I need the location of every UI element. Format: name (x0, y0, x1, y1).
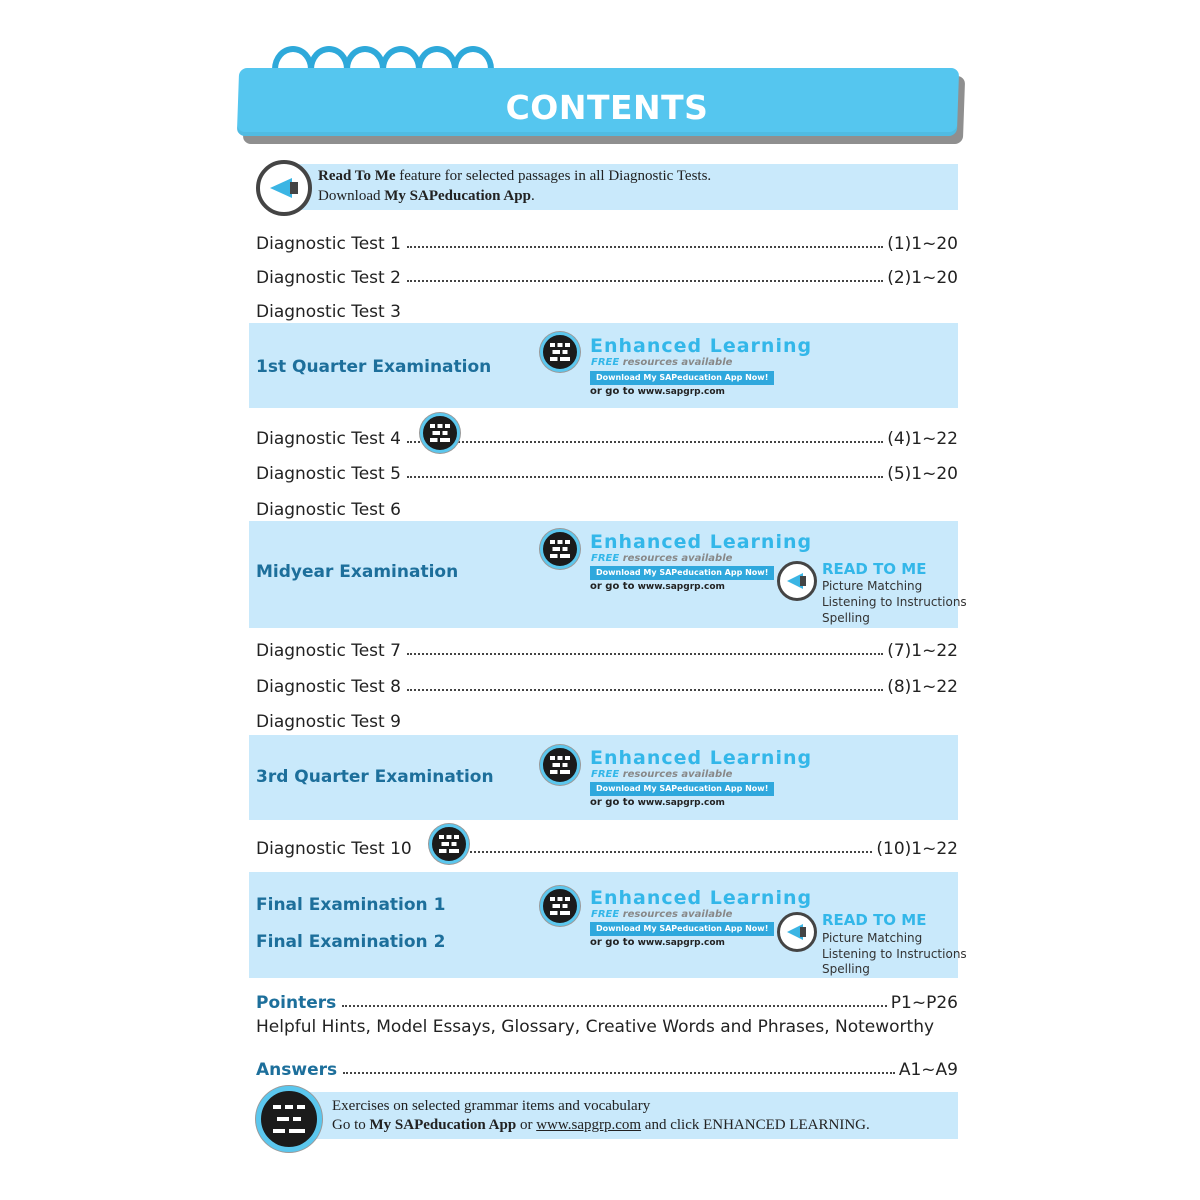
enhanced-learning-title: Enhanced Learning (590, 887, 813, 909)
dot-leader (407, 475, 883, 478)
read-to-me-item: Listening to Instructions (822, 947, 967, 961)
read-to-me-title: READ TO ME (822, 911, 927, 929)
website-link[interactable]: www.sapgrp.com (637, 798, 725, 808)
read-to-me-rest: feature for selected passages in all Diagnostic Tests. (395, 168, 712, 184)
toc-row[interactable] (256, 262, 958, 288)
toc-label: Diagnostic Test 3 (256, 302, 401, 322)
app-name: My SAPeducation App (369, 1117, 517, 1133)
exam-title-final2[interactable]: Final Examination 2 (256, 932, 446, 952)
toc-label: Diagnostic Test 4 (256, 429, 401, 449)
dot-leader (407, 245, 883, 248)
enhanced-learning-icon (540, 529, 580, 569)
read-to-me-bold: Read To Me (318, 168, 396, 184)
enhanced-learning-title: Enhanced Learning (590, 531, 813, 553)
toc-row[interactable] (256, 228, 958, 254)
toc-label: Diagnostic Test 7 (256, 641, 401, 661)
enhanced-free-text: FREE resources available (591, 909, 733, 920)
pointers-row[interactable] (256, 987, 958, 1013)
toc-page: (5)1~20 (887, 464, 958, 484)
download-app-button[interactable]: Download My SAPeducation App Now! (590, 782, 774, 796)
dot-leader (407, 440, 883, 443)
page-title: CONTENTS (505, 88, 709, 127)
answers-label: Answers (256, 1060, 338, 1080)
enhanced-free-text: FREE resources available (591, 553, 733, 564)
read-to-me-item: Spelling (822, 962, 870, 976)
dot-leader (462, 850, 873, 853)
enhanced-learning-icon (429, 824, 469, 864)
read-to-me-item: Spelling (822, 611, 870, 625)
website-link[interactable]: www.sapgrp.com (637, 387, 725, 397)
toc-row[interactable] (256, 423, 958, 449)
dot-leader (342, 1004, 887, 1007)
enhanced-learning-icon (540, 332, 580, 372)
enhanced-learning-icon (540, 886, 580, 926)
read-to-me-note-line2 (318, 188, 535, 205)
download-app-button[interactable]: Download My SAPeducation App Now! (590, 922, 774, 936)
toc-row[interactable] (256, 671, 958, 697)
toc-label: Diagnostic Test 1 (256, 234, 401, 254)
footer-note-line1: Exercises on selected grammar items and vocabulary (332, 1098, 651, 1114)
website-link[interactable]: www.sapgrp.com (536, 1117, 642, 1133)
enhanced-free-text: FREE resources available (591, 769, 733, 780)
toc-page: (10)1~22 (876, 839, 958, 859)
exam-title-final1[interactable]: Final Examination 1 (256, 895, 446, 915)
toc-row[interactable] (256, 296, 958, 322)
period: . (530, 188, 535, 204)
toc-label: Diagnostic Test 9 (256, 712, 401, 732)
toc-page: (7)1~22 (887, 641, 958, 661)
read-to-me-title: READ TO ME (822, 560, 927, 578)
toc-page: (2)1~20 (887, 268, 958, 288)
website-link[interactable]: www.sapgrp.com (637, 938, 725, 948)
exam-title-q3[interactable]: 3rd Quarter Examination (256, 767, 494, 787)
dot-leader (407, 688, 883, 691)
megaphone-icon (777, 561, 817, 601)
toc-label: Diagnostic Test 10 (256, 839, 412, 859)
website-link[interactable]: www.sapgrp.com (637, 582, 725, 592)
toc-page: (4)1~22 (887, 429, 958, 449)
download-app-button[interactable]: Download My SAPeducation App Now! (590, 566, 774, 580)
toc-page: (8)1~22 (887, 677, 958, 697)
toc-row[interactable] (256, 635, 958, 661)
pointers-label: Pointers (256, 993, 337, 1013)
enhanced-learning-icon (256, 1086, 322, 1152)
megaphone-icon (256, 160, 312, 216)
toc-row[interactable] (256, 458, 958, 484)
enhanced-goto: or go to www.sapgrp.com (590, 797, 725, 808)
enhanced-learning-icon (540, 745, 580, 785)
toc-row[interactable] (256, 494, 958, 520)
dot-leader (343, 1071, 895, 1074)
answers-page: A1~A9 (898, 1060, 958, 1080)
pointers-page: P1~P26 (890, 993, 958, 1013)
read-to-me-item: Listening to Instructions (822, 595, 967, 609)
enhanced-learning-title: Enhanced Learning (590, 747, 813, 769)
app-name: My SAPeducation App (384, 188, 531, 204)
enhanced-learning-title: Enhanced Learning (590, 335, 813, 357)
download-app-button[interactable]: Download My SAPeducation App Now! (590, 371, 774, 385)
toc-label: Diagnostic Test 5 (256, 464, 401, 484)
exam-title-q1[interactable]: 1st Quarter Examination (256, 357, 492, 377)
toc-row[interactable] (256, 833, 958, 859)
enhanced-goto: or go to www.sapgrp.com (590, 386, 725, 397)
enhanced-free-text: FREE resources available (591, 357, 733, 368)
enhanced-goto: or go to www.sapgrp.com (590, 581, 725, 592)
toc-label: Diagnostic Test 2 (256, 268, 401, 288)
toc-label: Diagnostic Test 8 (256, 677, 401, 697)
footer-note-line2: Go to My SAPeducation App or www.sapgrp.com and click ENHANCED LEARNING. (332, 1117, 870, 1133)
read-to-me-item: Picture Matching (822, 931, 923, 945)
dot-leader (407, 652, 883, 655)
toc-label: Diagnostic Test 6 (256, 500, 401, 520)
pointers-description: Helpful Hints, Model Essays, Glossary, Creative Words and Phrases, Noteworthy (256, 1017, 935, 1037)
dot-leader (407, 279, 883, 282)
megaphone-icon (777, 912, 817, 952)
toc-page: (1)1~20 (887, 234, 958, 254)
enhanced-learning-icon (420, 413, 460, 453)
download-text: Download (318, 188, 385, 204)
exam-title-midyear[interactable]: Midyear Examination (256, 562, 459, 582)
read-to-me-note-line1 (318, 168, 711, 185)
enhanced-goto: or go to www.sapgrp.com (590, 937, 725, 948)
toc-row[interactable] (256, 706, 958, 732)
read-to-me-item: Picture Matching (822, 579, 923, 593)
answers-row[interactable] (256, 1054, 958, 1080)
